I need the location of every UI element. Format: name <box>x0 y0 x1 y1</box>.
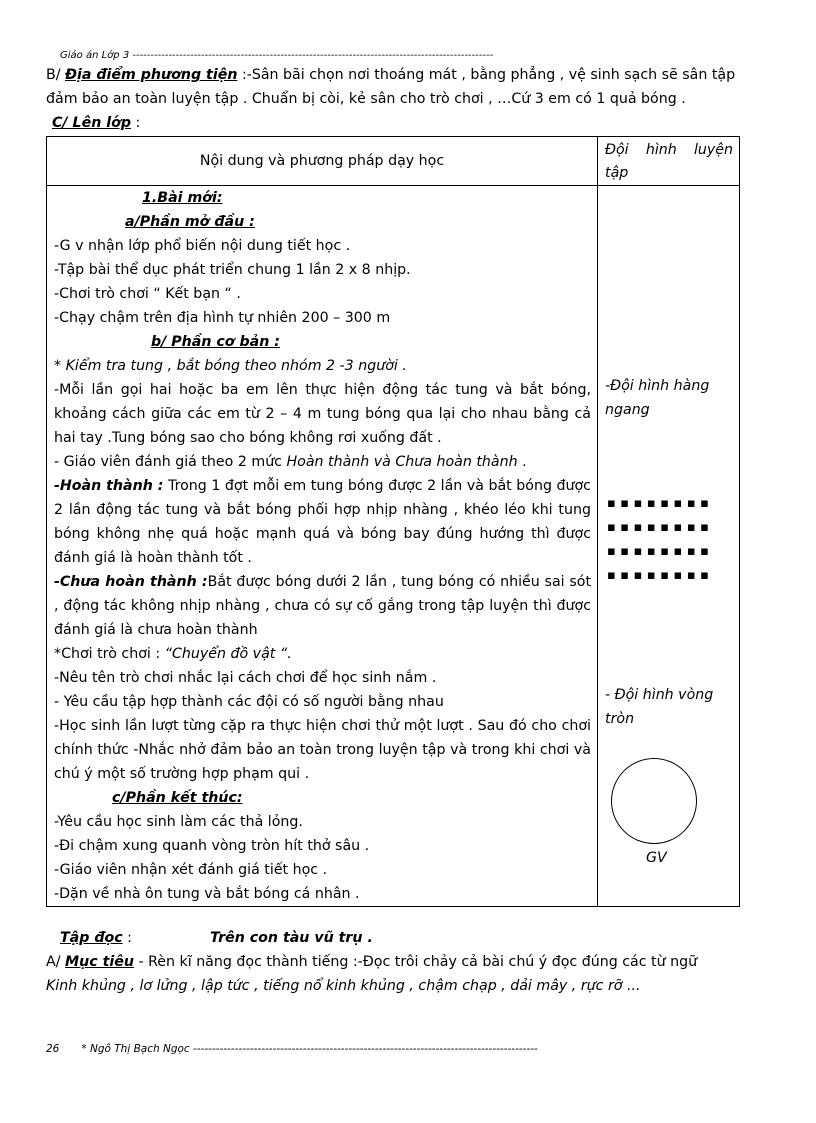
part-a-line: -G v nhận lớp phổ biến nội dung tiết học . <box>54 238 351 254</box>
section-a-words: Kinh khủng , lơ lửng , lập tức , tiếng nổ kinh khủng , chậm chạp , dải mây , rực rỡ ... <box>46 978 641 994</box>
game-line: -Nêu tên trò chơi nhắc lại cách chơi để học sinh nắm . <box>54 670 437 686</box>
part-c-line: -Yêu cầu học sinh làm các thả lỏng. <box>54 814 303 830</box>
table-body-row <box>47 186 740 907</box>
part-c-heading: c/Phần kết thúc: <box>112 790 243 806</box>
table-header-row <box>47 137 740 186</box>
done-paragraph: -Hoàn thành : Trong 1 đợt mỗi em tung bóng được 2 lần và bắt bóng được 2 lần động tác tung và bắt bóng phối hợp nhịp nhàng , khéo léo khi tung bóng không nhẹ quá hoặc mạnh quá và bóng bay đúng hướng thì được đánh giá là hoàn thành tốt . <box>54 478 591 566</box>
formation-dots-row: ▪▪▪▪▪▪▪▪ <box>607 544 714 559</box>
evaluation-line: - Giáo viên đánh giá theo 2 mức Hoàn thành và Chưa hoàn thành . <box>54 454 527 470</box>
part-c-line: -Giáo viên nhận xét đánh giá tiết học . <box>54 862 328 878</box>
footer-rule: ------------------------------------------------------------------------------------------- <box>193 1043 538 1055</box>
section-c-colon: : <box>131 115 141 131</box>
lesson-table <box>46 136 740 907</box>
page-footer <box>46 1043 538 1055</box>
author: * Ngô Thị Bạch Ngọc <box>81 1043 190 1055</box>
new-lesson-heading: 1.Bài mới: <box>142 190 223 206</box>
reading-heading: Tập đọc : Trên con tàu vũ trụ . <box>60 930 373 946</box>
formation-cell <box>598 186 740 907</box>
formation-dots-row: ▪▪▪▪▪▪▪▪ <box>607 568 714 583</box>
part-c-line: -Dặn về nhà ôn tung và bắt bóng cá nhân . <box>54 886 360 902</box>
check-heading: * Kiểm tra tung , bắt bóng theo nhóm 2 -3 người . <box>54 358 407 374</box>
part-a-heading: a/Phần mở đầu : <box>125 214 255 230</box>
section-b-title: Địa điểm phương tiện <box>65 67 238 83</box>
header-content-methods: Nội dung và phương pháp dạy học <box>47 137 598 186</box>
page-number: 26 <box>46 1043 60 1055</box>
formation-dots-row: ▪▪▪▪▪▪▪▪ <box>607 496 714 511</box>
done-label: -Hoàn thành : <box>54 478 164 494</box>
part-a-line: -Tập bài thể dục phát triển chung 1 lần 2 x 8 nhịp. <box>54 262 411 278</box>
section-b-paragraph <box>46 63 746 111</box>
notdone-paragraph: -Chưa hoàn thành :Bắt được bóng dưới 2 lần , tung bóng có nhiều sai sót , động tác không nhịp nhàng , chưa có sự cố gắng trong tập luyện thì được đánh giá là chưa hoàn thành <box>54 574 592 638</box>
section-a-title: Mục tiêu <box>65 954 134 970</box>
section-c-title: C/ Lên lớp <box>52 115 132 131</box>
page-header: Giáo án Lớp 3 ---------------------------------------------------------------------------------------------------- <box>60 50 494 61</box>
section-b-text: :-Sân bãi chọn nơi thoáng mát , bằng phẳng , vệ sinh sạch sẽ sân tập đảm bảo an toàn luyện tập . Chuẩn bị còi, kẻ sân cho trò chơi , …Cứ 3 em có 1 quả bóng . <box>46 67 736 107</box>
game-line: - Yêu cầu tập hợp thành các đội có số người bằng nhau <box>54 694 444 710</box>
section-a-paragraph <box>46 950 746 998</box>
section-c-heading <box>52 111 752 135</box>
teacher-label: GV <box>646 850 667 866</box>
part-a-line: -Chơi trò chơi “ Kết bạn “ . <box>54 286 241 302</box>
notdone-label: -Chưa hoàn thành : <box>54 574 208 590</box>
reading-label: Tập đọc <box>60 930 123 946</box>
part-a-line: -Chạy chậm trên địa hình tự nhiên 200 – 300 m <box>54 310 391 326</box>
formation-circle-text: - Đội hình vòng tròn <box>605 687 714 727</box>
game-paragraph: -Học sinh lần lượt từng cặp ra thực hiện chơi thử một lượt . Sau đó cho chơi chính thức -Nhắc nhở đảm bảo an toàn trong luyện tập và trong khi chơi và chú ý một số trường hợp phạm qui . <box>54 718 591 782</box>
game-heading: *Chơi trò chơi : “Chuyển đồ vật “. <box>54 646 292 662</box>
formation-dots-row: ▪▪▪▪▪▪▪▪ <box>607 520 714 535</box>
section-b-label: B/ <box>46 67 66 83</box>
content-cell <box>47 186 598 907</box>
part-b-heading: b/ Phần cơ bản : <box>151 334 280 350</box>
formation-row-text: -Đội hình hàng ngang <box>605 378 710 418</box>
part-b-paragraph: -Mỗi lần gọi hai hoặc ba em lên thực hiện động tác tung và bắt bóng, khoảng cách giữa các em từ 2 – 4 m tung bóng qua lại cho nhau bằng cả hai tay .Tung bóng sao cho bóng không rơi xuống đất . <box>54 382 591 446</box>
reading-title: Trên con tàu vũ trụ . <box>209 930 373 946</box>
circle-formation-diagram <box>611 758 697 844</box>
part-c-line: -Đi chậm xung quanh vòng tròn hít thở sâu . <box>54 838 370 854</box>
section-a-line: A/ Mục tiêu - Rèn kĩ năng đọc thành tiếng :-Đọc trôi chảy cả bài chú ý đọc đúng các từ ngữ <box>46 954 698 970</box>
header-formation: Đội hình luyện tập <box>598 137 740 186</box>
